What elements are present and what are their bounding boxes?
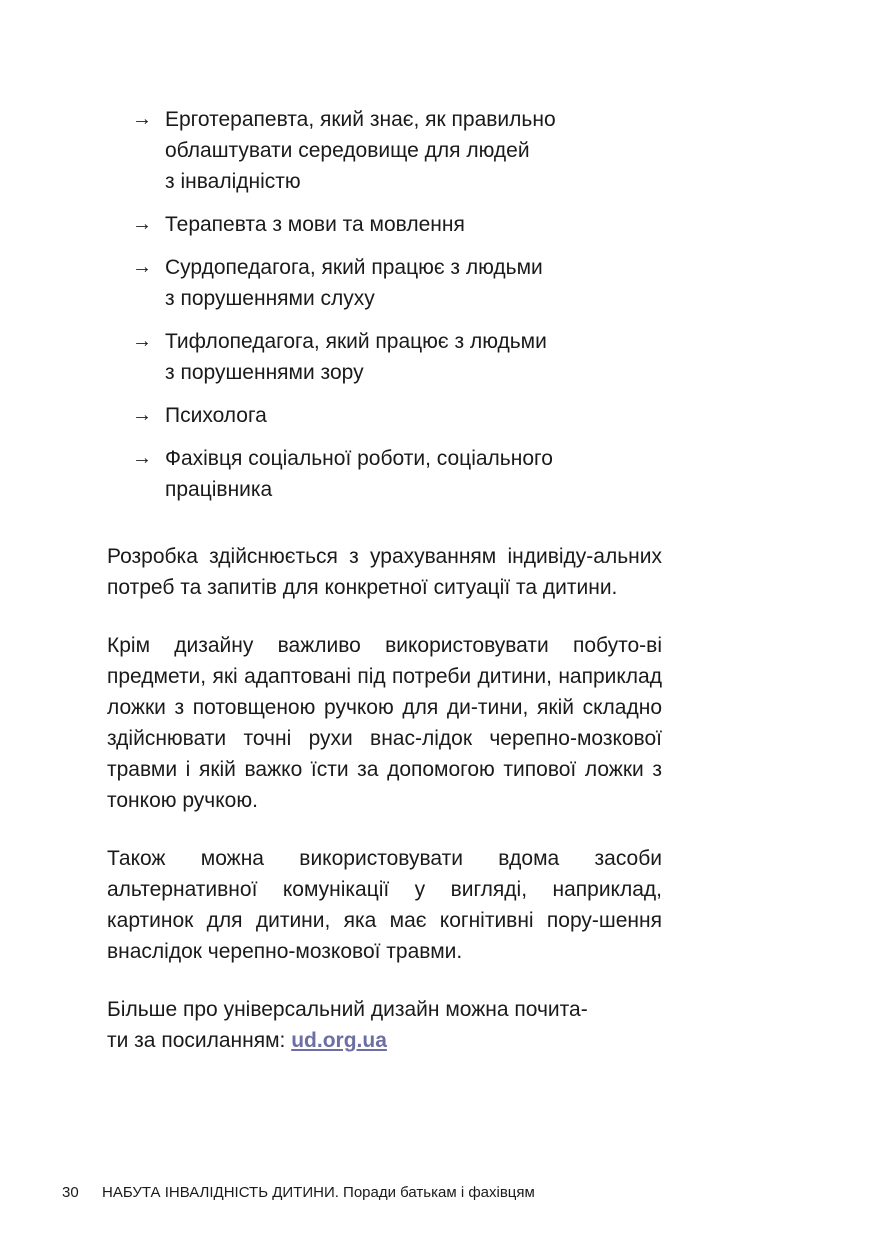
list-item <box>132 443 652 505</box>
list-item-line: Тифлопедагога, який працює з людьми <box>165 330 547 353</box>
page-footer <box>62 1183 535 1203</box>
ud-org-ua-link[interactable]: ud.org.ua <box>291 1029 387 1052</box>
list-item-line: працівника <box>165 478 273 501</box>
footer-subtitle: Поради батькам і фахівцям <box>338 1184 535 1201</box>
list-item-line: Психолога <box>165 404 267 427</box>
arrow-right-icon: → <box>132 213 152 235</box>
list-item-line: облаштувати середовище для людей <box>165 139 530 162</box>
arrow-right-icon: → <box>132 447 152 469</box>
list-item <box>132 209 652 240</box>
list-item <box>132 252 652 314</box>
list-item-line: Терапевта з мови та мовлення <box>165 213 465 236</box>
more-info-text: Більше про універсальний дизайн можна почита- <box>107 998 588 1021</box>
list-item <box>132 104 652 197</box>
arrow-right-icon: → <box>132 330 152 352</box>
paragraph-more-info <box>107 994 662 1056</box>
paragraph-alternative-communication: Також можна використовувати вдома засоби альтернативної комунікації у вигляді, наприклад, картинок для дитини, яка має когнітивні пору-шення внаслідок черепно-мозкової травми. <box>107 847 662 963</box>
body-text <box>107 541 662 1083</box>
paragraph-development: Розробка здійснюється з урахуванням індивіду-альних потреб та запитів для конкретної ситуації та дитини. <box>107 545 662 599</box>
list-item <box>132 326 652 388</box>
arrow-right-icon: → <box>132 404 152 426</box>
list-item-line: Сурдопедагога, який працює з людьми <box>165 256 543 279</box>
page-number: 30 <box>62 1184 79 1201</box>
arrow-right-icon: → <box>132 108 152 130</box>
list-item <box>132 400 652 431</box>
list-item-line: з порушеннями зору <box>165 361 364 384</box>
footer-title: НАБУТА ІНВАЛІДНІСТЬ ДИТИНИ. <box>102 1184 339 1201</box>
arrow-right-icon: → <box>132 256 152 278</box>
list-item-line: з інвалідністю <box>165 170 301 193</box>
paragraph-household-items: Крім дизайну важливо використовувати побуто-ві предмети, які адаптовані під потреби дитини, наприклад ложки з потовщеною ручкою для ди-тини, якій складно здійснювати точні рухи внас-лідок черепно-мозкової травми і якій важко їсти за допомогою типової ложки з тонкою ручкою. <box>107 634 662 812</box>
list-item-line: Ерготерапевта, який знає, як правильно <box>165 108 556 131</box>
list-item-line: Фахівця соціальної роботи, соціального <box>165 447 553 470</box>
list-item-line: з порушеннями слуху <box>165 287 375 310</box>
more-info-text: ти за посиланням: <box>107 1029 292 1052</box>
specialists-list <box>132 104 652 517</box>
